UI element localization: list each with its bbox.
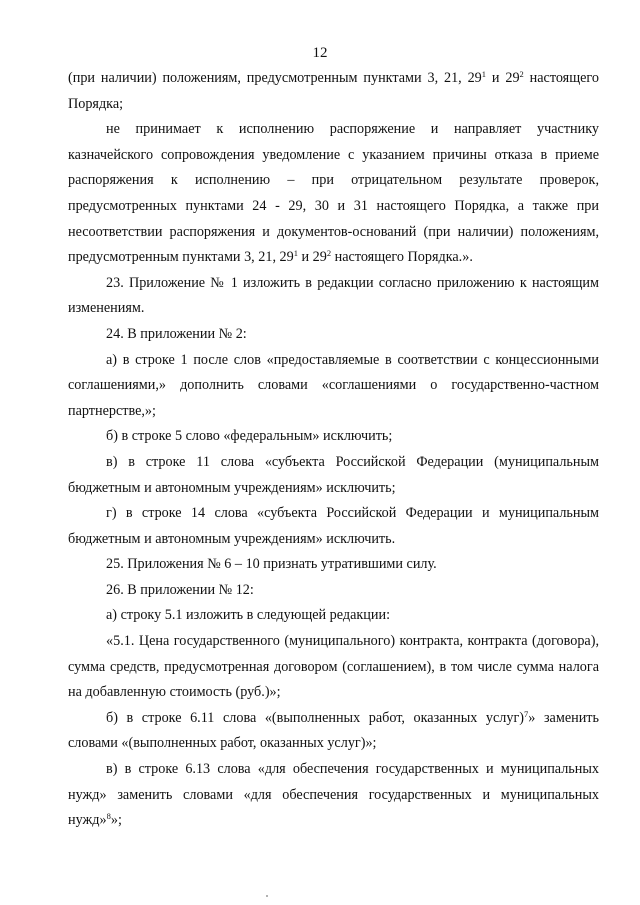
document-body xyxy=(68,66,599,834)
text-run: настоящего Порядка; xyxy=(68,70,599,112)
paragraph-p9 xyxy=(68,578,599,604)
text-run: а) в строке 1 после слов «предоставляемые в соответствии с концессионными соглашениями,» дополнить словами «соглашениями о государственно-частном партнерстве,»; xyxy=(68,351,599,419)
paragraph-p11 xyxy=(68,629,599,706)
paragraph-p1 xyxy=(68,117,599,271)
text-run: »; xyxy=(110,812,122,829)
text-run: б) в строке 6.11 слова «(выполненных работ, оказанных услуг) xyxy=(106,709,525,726)
text-run: 26. В приложении № 12: xyxy=(106,581,254,598)
text-run: настоящего Порядка.». xyxy=(331,249,473,266)
text-run: в) в строке 11 слова «субъекта Российской Федерации (муниципальным бюджетным и автономным учреждениям» исключить; xyxy=(68,453,599,496)
paragraph-p12 xyxy=(68,706,599,757)
text-run: 25. Приложения № 6 – 10 признать утратившими силу. xyxy=(106,556,437,573)
text-run: в) в строке 6.13 слова «для обеспечения государственных и муниципальных нужд» заменить словами «для обеспечения государственных и муниципальных нужд» xyxy=(68,761,599,829)
paragraph-p2 xyxy=(68,271,599,322)
text-run: (при наличии) положениям, предусмотренным пунктами 3, 21, 29 xyxy=(68,70,482,86)
superscript: 1 xyxy=(293,248,298,259)
paragraph-p4 xyxy=(68,348,599,425)
paragraph-p8 xyxy=(68,552,599,578)
paragraph-p5 xyxy=(68,424,599,450)
paragraph-p7 xyxy=(68,501,599,552)
text-run: » заменить словами «(выполненных работ, оказанных услуг)»; xyxy=(68,709,599,752)
page-number: 12 xyxy=(312,45,328,61)
paragraph-p10 xyxy=(68,603,599,629)
superscript: 2 xyxy=(519,69,524,79)
superscript: 2 xyxy=(326,248,332,259)
scan-artifact xyxy=(266,895,268,897)
text-run: г) в строке 14 слова «субъекта Российской Федерации и муниципальным бюджетным и автономным учреждениям» исключить. xyxy=(68,505,599,547)
paragraph-p0 xyxy=(68,66,599,117)
text-run: «5.1. Цена государственного (муниципального) контракта, контракта (договора), сумма средств, предусмотренная договором (соглашением), в том числе сумма налога на добавленную стоимость (руб.)»; xyxy=(68,633,599,701)
superscript: 8 xyxy=(106,811,111,822)
superscript: 7 xyxy=(524,708,529,719)
text-run: не принимает к исполнению распоряжение и направляет участнику казначейского сопровождения уведомление с указанием причины отказа в приеме распоряжения к исполнению – при отрицательном результате проверок, предусмотренных пунктами 24 - 29, 30 и 31 настоящего Порядка, а также при несоответствии распоряжения и документов-оснований (при наличии) положениям, предусмотренным пунктами 3, 21, 29 xyxy=(68,121,599,266)
text-run: б) в строке 5 слово «федеральным» исключить; xyxy=(106,428,393,445)
text-run: 23. Приложение № 1 изложить в редакции согласно приложению к настоящим изменениям. xyxy=(68,274,599,317)
text-run: 24. В приложении № 2: xyxy=(106,325,247,342)
paragraph-p3 xyxy=(68,322,599,348)
paragraph-p13 xyxy=(68,757,599,834)
paragraph-p6 xyxy=(68,450,599,501)
text-run: и 29 xyxy=(297,249,327,266)
text-run: и 29 xyxy=(486,70,520,86)
text-run: а) строку 5.1 изложить в следующей редакции: xyxy=(106,607,391,624)
superscript: 1 xyxy=(481,69,487,79)
